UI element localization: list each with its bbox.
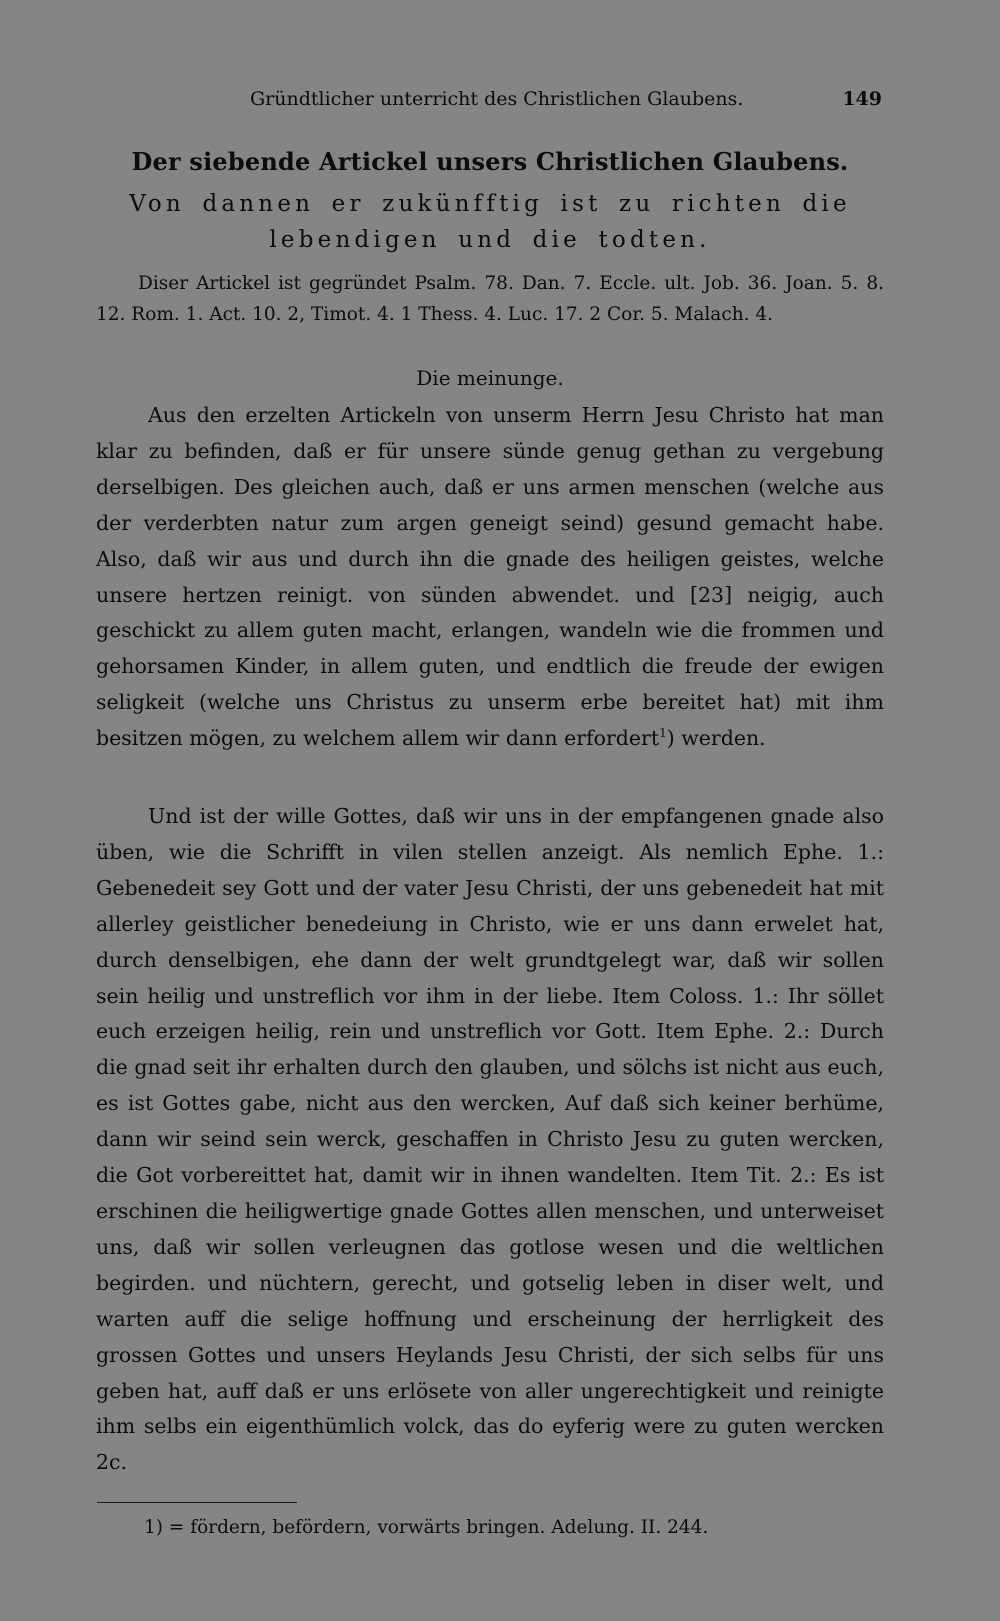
footnote: 1) = fördern, befördern, vorwärts bringen. Adelung. II. 244. <box>144 1517 709 1538</box>
paragraph-1-end: ) werden. <box>666 726 766 751</box>
section-subheading: Die meinunge. <box>416 366 564 390</box>
footnote-divider <box>97 1502 297 1503</box>
scripture-basis: Diser Artickel ist gegründet Psalm. 78. Dan. 7. Eccle. ult. Job. 36. Joan. 5. 8. 12. Rom. 1. Act. 10. 2, Timot. 4. 1 Thess. 4. Luc. 17. 2 Cor. 5. Malach. 4. <box>96 273 884 325</box>
paragraph-1 <box>96 398 884 757</box>
footnote-reference: 1 <box>659 726 667 741</box>
page-number: 149 <box>842 88 882 110</box>
paragraph-2: Und ist der wille Gottes, daß wir uns in der empfangenen gnade also üben, wie die Schrifft in vilen stellen anzeigt. Als nemlich Ephe. 1.: Gebenedeit sey Gott und der vater Jesu Christi, der uns gebenedeit hat mit allerley geistlicher benedeiung in Christo, wie er uns dann erwelet hat, durch denselbigen, ehe dann der welt grundtgelegt war, daß wir sollen sein heilig und unstreflich vor ihm in der liebe. Item Coloss. 1.: Ihr söllet euch erzeigen heilig, rein und unstreflich vor Gott. Item Ephe. 2.: Durch die gnad seit ihr erhalten durch den glauben, und sölchs ist nicht aus euch, es ist Gottes gabe, nicht aus den wercken, Auf daß sich keiner berhüme, dann wir seind sein werck, geschaffen in Christo Jesu zu guten wercken, die Got vorbereittet hat, damit wir in ihnen wandelten. Item Tit. 2.: Es ist erschinen die heiligwertige gnade Gottes allen menschen, und unterweiset uns, daß wir sollen verleugnen das gotlose wesen und die weltlichen begirden. und nüchtern, gerecht, und gotselig leben in diser welt, und warten auff die selige hoffnung und erscheinung der herrligkeit des grossen Gottes und unsers Heylands Jesu Christi, der sich selbs für uns geben hat, auff daß er uns erlösete von aller ungerechtigkeit und reinigte ihm selbs ein eigenthümlich volck, das do eyferig were zu guten wercken 2c. <box>96 804 884 1475</box>
article-title: Der siebende Artickel unsers Christlichen Glaubens. <box>131 147 849 176</box>
article-text: Von dannen er zukünfftig ist zu richten die lebendigen und die todten. <box>129 191 851 253</box>
paragraph-1-text: Aus den erzelten Artickeln von unserm Herrn Jesu Christo hat man klar zu befinden, daß er für unsere sünde genug gethan zu vergebung derselbigen. Des gleichen auch, daß er uns armen menschen (welche aus der verderbten natur zum argen geneigt seind) gesund gemacht habe. Also, daß wir aus und durch ihn die gnade des heiligen geistes, welche unsere hertzen reinigt. von sünden abwendet. und [23] neigig, auch geschickt zu allem guten macht, erlangen, wandeln wie die frommen und gehorsamen Kinder, in allem guten, und endtlich die freude der ewigen seligkeit (welche uns Christus zu unserm erbe bereitet hat) mit ihm besitzen mögen, zu welchem allem wir dann erfordert <box>96 403 884 751</box>
running-title: Gründtlicher unterricht des Christlichen Glaubens. <box>250 88 744 110</box>
